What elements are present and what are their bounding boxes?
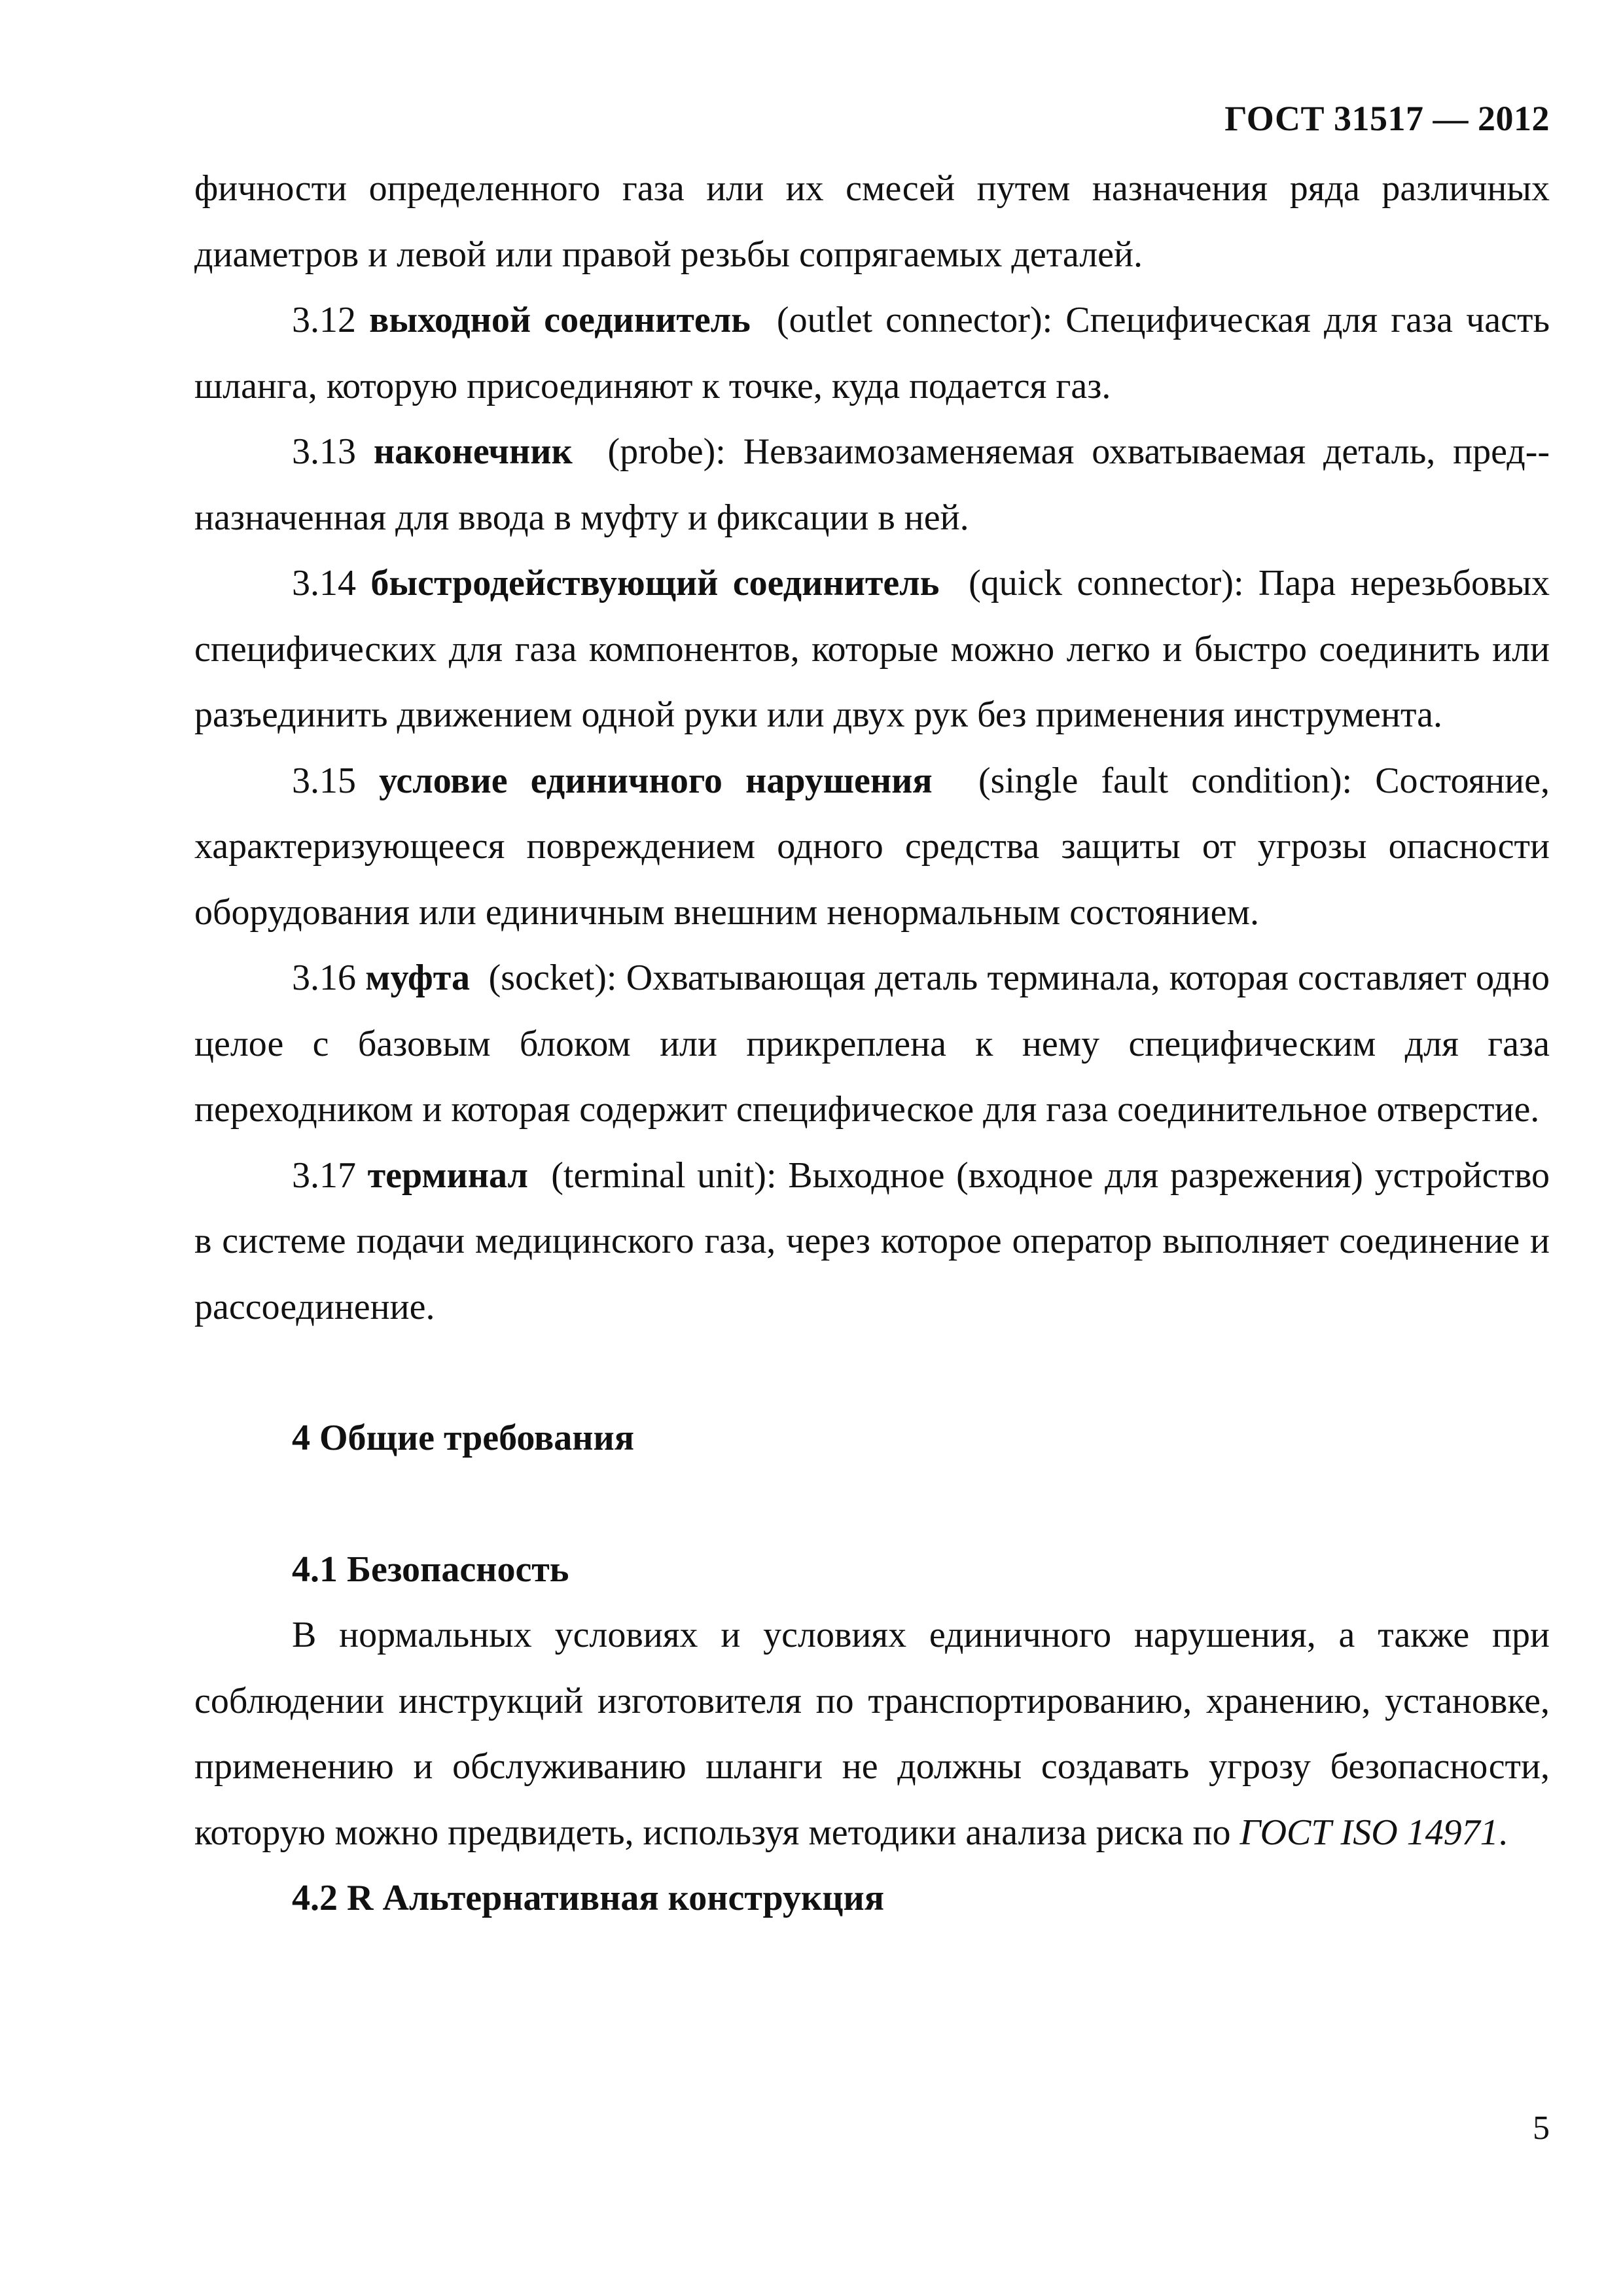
definition-english: (quick connector):: [969, 563, 1244, 603]
definition-number: 3.15: [292, 760, 356, 801]
definition-3-12: [194, 287, 1550, 419]
definition-3-13: [194, 419, 1550, 550]
definition-3-16: [194, 945, 1550, 1143]
definition-text: Состояние, характеризующееся повреждением одного средства защиты от угрозы опасности оборудования или единичным внешним ненормальным состоянием.: [194, 760, 1550, 933]
section-4-1-heading: 4.1 Безопасность: [292, 1549, 569, 1590]
definition-number: 3.12: [292, 300, 356, 340]
definition-english: (single fault condition):: [978, 760, 1353, 801]
definition-term: терминал: [367, 1155, 528, 1196]
definition-3-14: [194, 550, 1550, 748]
definition-text: Специфическая для газа часть шланга, которую присоединяют к точке, куда подается газ.: [194, 300, 1550, 406]
page-number: 5: [1533, 2109, 1550, 2147]
standard-reference: ГОСТ ISO 14971: [1240, 1812, 1499, 1853]
definition-number: 3.17: [292, 1155, 356, 1196]
definition-text: Невзаимозаменяемая охватываемая деталь, пред-назначенная для ввода в муфту и фиксации в ней.: [194, 431, 1550, 538]
document-body: [194, 156, 1550, 1931]
definition-3-15: [194, 748, 1550, 946]
section-4-1-text: [194, 1602, 1550, 1865]
section-4-1-body: В нормальных условиях и условиях единичного нарушения, а также при соблюдении инструкций изготовителя по транспортированию, хранению, установке, применению и обслуживанию шланги не должны создавать угрозу безопасности, которую можно предвидеть, используя методики анализа риска по: [194, 1615, 1550, 1853]
definition-number: 3.16: [292, 958, 356, 998]
definition-term: быстродействующий соединитель: [370, 563, 940, 603]
reference-tail: .: [1498, 1812, 1508, 1853]
definition-number: 3.13: [292, 431, 356, 472]
definition-number: 3.14: [292, 563, 356, 603]
definition-text: Пара нерезьбовых специфических для газа компонентов, которые можно легко и быстро соединить или разъединить движением одной руки или двух рук без применения инструмента.: [194, 563, 1550, 735]
definition-english: (probe):: [607, 431, 726, 472]
definition-term: условие единичного нарушения: [379, 760, 933, 801]
definition-term: выходной соединитель: [369, 300, 751, 340]
definition-term: муфта: [365, 958, 470, 998]
section-4-heading: 4 Общие требования: [292, 1418, 635, 1458]
definition-text: Охватывающая деталь терминала, которая составляет одно целое с базовым блоком или прикреплена к нему специфическим для газа переходником и которая содержит специфическое для газа соединительное отверстие.: [194, 958, 1550, 1130]
section-4-2-heading: 4.2 R Альтернативная конструкция: [292, 1878, 885, 1918]
definition-english: (terminal unit):: [551, 1155, 777, 1196]
intro-paragraph: фичности определенного газа или их смесей путем назначения ряда различных диаметров и левой или правой резьбы сопрягаемых деталей.: [194, 168, 1550, 275]
definition-english: (outlet connector):: [776, 300, 1053, 340]
definition-3-17: [194, 1143, 1550, 1340]
definition-term: наконечник: [373, 431, 573, 472]
document-header: ГОСТ 31517 — 2012: [1224, 99, 1550, 138]
definition-text: Выходное (входное для разрежения) устройство в системе подачи медицинского газа, через которое оператор выполняет соединение и рассоединение.: [194, 1155, 1550, 1327]
definition-english: (socket):: [488, 958, 617, 998]
